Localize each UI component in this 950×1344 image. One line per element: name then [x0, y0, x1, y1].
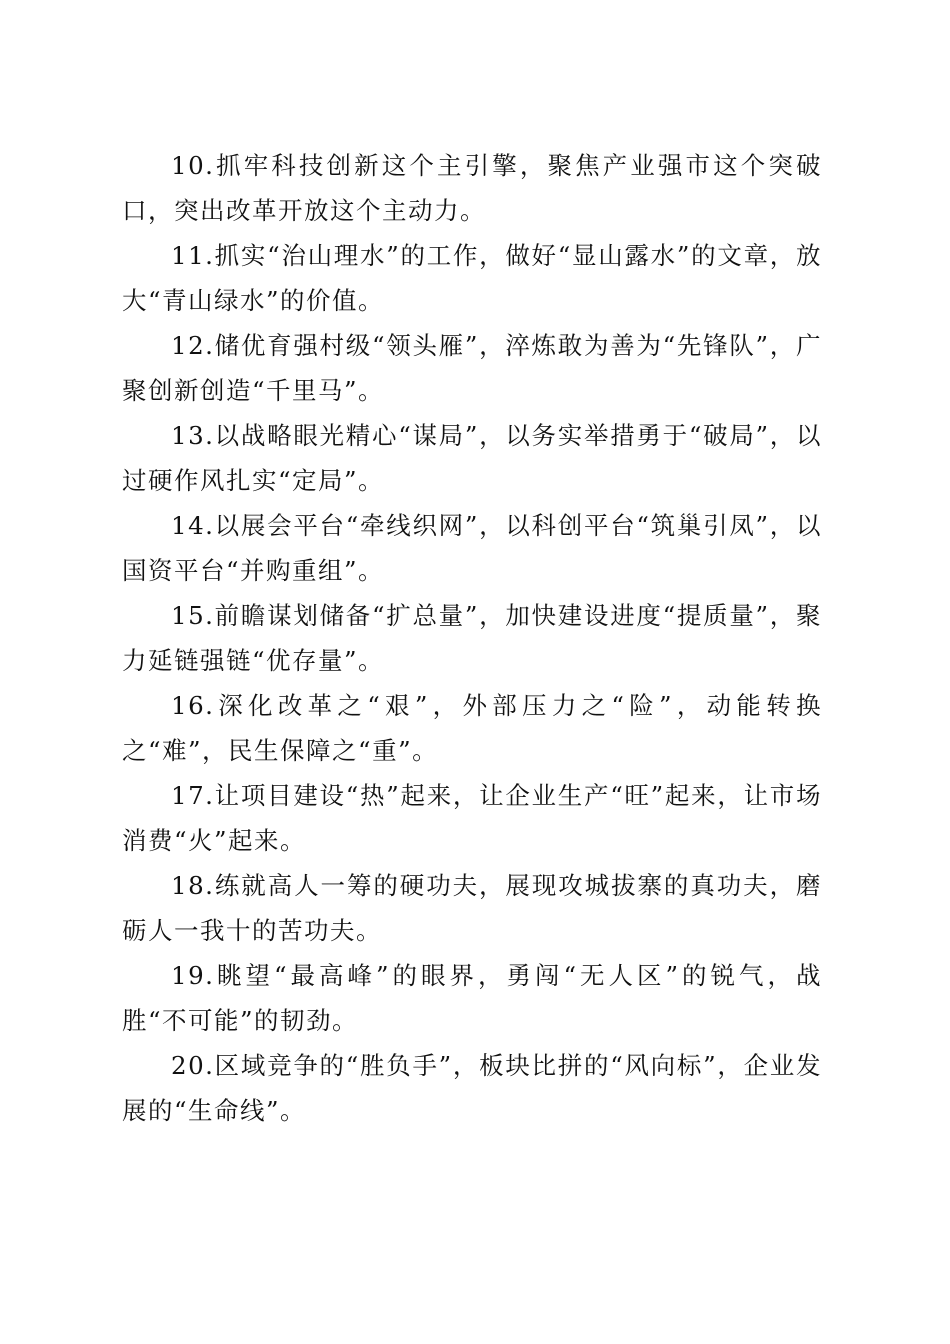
document-body — [122, 143, 822, 1133]
list-item: 19.眺望“最高峰”的眼界，勇闯“无人区”的锐气，战胜“不可能”的韧劲。 — [122, 961, 822, 1035]
list-item: 11.抓实“治山理水”的工作，做好“显山露水”的文章，放大“青山绿水”的价值。 — [122, 241, 822, 315]
list-item: 16.深化改革之“艰”，外部压力之“险”，动能转换之“难”，民生保障之“重”。 — [122, 691, 822, 765]
list-item: 12.储优育强村级“领头雁”，淬炼敢为善为“先锋队”，广聚创新创造“千里马”。 — [122, 331, 822, 405]
list-item: 17.让项目建设“热”起来，让企业生产“旺”起来，让市场消费“火”起来。 — [122, 781, 822, 855]
list-item: 10.抓牢科技创新这个主引擎，聚焦产业强市这个突破口，突出改革开放这个主动力。 — [122, 151, 822, 225]
list-item: 20.区域竞争的“胜负手”，板块比拼的“风向标”，企业发展的“生命线”。 — [122, 1051, 822, 1125]
list-item: 15.前瞻谋划储备“扩总量”，加快建设进度“提质量”，聚力延链强链“优存量”。 — [122, 601, 822, 675]
list-item: 13.以战略眼光精心“谋局”，以务实举措勇于“破局”，以过硬作风扎实“定局”。 — [122, 421, 822, 495]
list-item: 14.以展会平台“牵线织网”，以科创平台“筑巢引凤”，以国资平台“并购重组”。 — [122, 511, 822, 585]
list-item: 18.练就高人一筹的硬功夫，展现攻城拔寨的真功夫，磨砺人一我十的苦功夫。 — [122, 871, 822, 945]
